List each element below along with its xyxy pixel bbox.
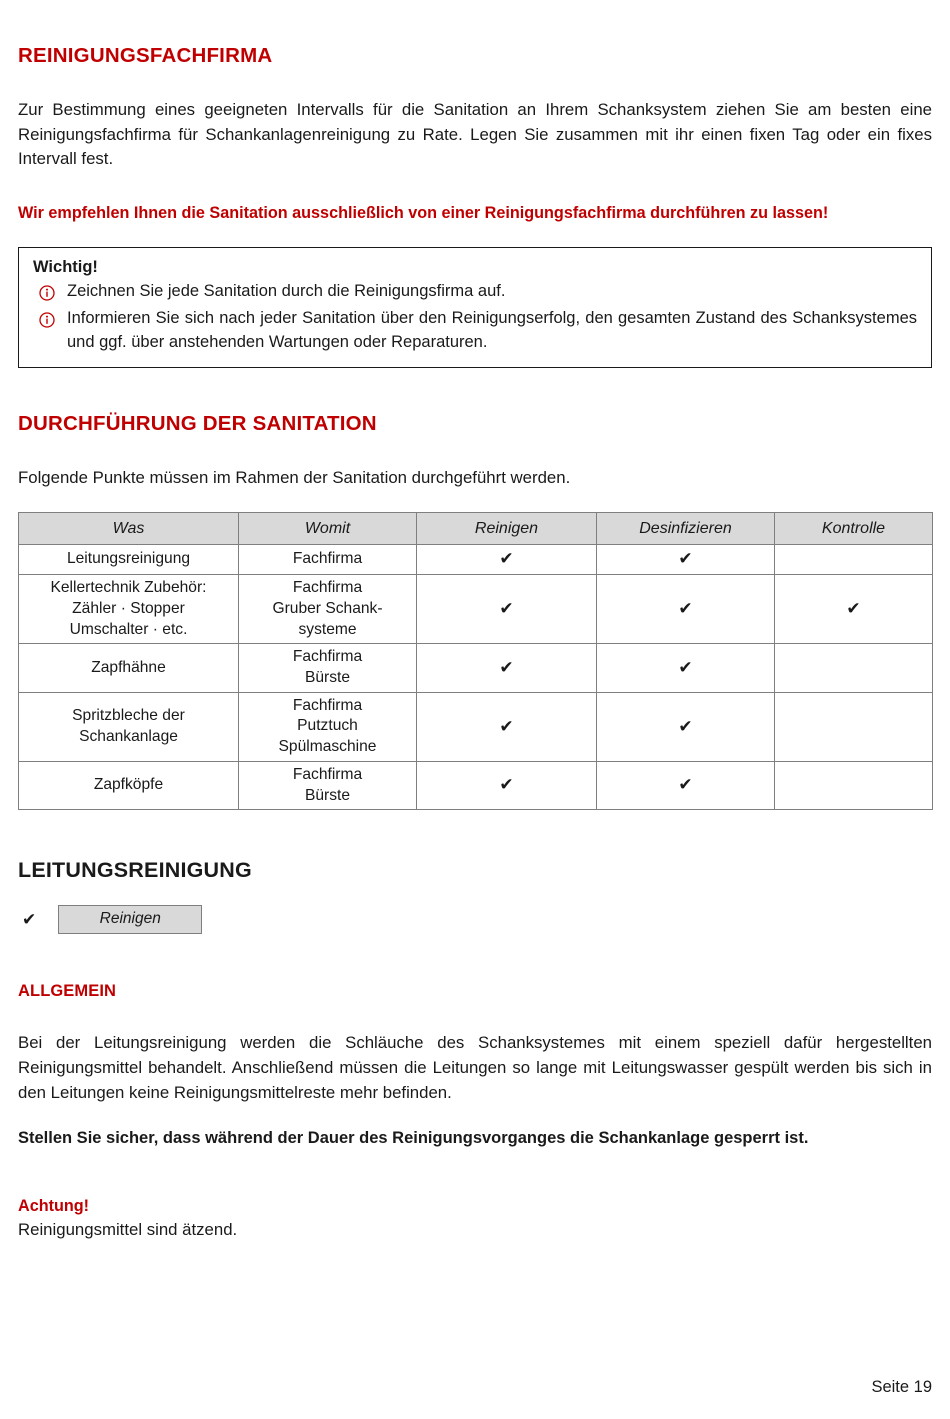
cell-kontrolle-check [775,761,933,809]
spacer [18,810,932,840]
warning-title: Achtung! [18,1197,90,1216]
warning-text: Reinigungsmittel sind ätzend. [18,1220,238,1240]
cell-reinigen-check: ✔ [417,761,597,809]
cell-kontrolle-check [775,692,933,761]
section-title-durchfuehrung: DURCHFÜHRUNG DER SANITATION [18,411,377,435]
table-row [19,545,933,575]
table-row [19,575,933,644]
cell-kontrolle-check [775,545,933,575]
cell-kontrolle-check [775,644,933,692]
reinigen-button[interactable]: Reinigen [58,905,202,934]
spacer [18,964,932,982]
note-item [33,307,917,355]
table-row [19,644,933,692]
cell-was: Zapfhähne [19,644,239,692]
cell-was: Kellertechnik Zubehör: Zähler · Stopper Umschalter · etc. [19,575,239,644]
spacer [18,840,932,858]
cell-desinfizieren-check: ✔ [597,545,775,575]
table-header-row [19,513,933,545]
info-icon [33,307,67,328]
cell-womit: Fachfirma Bürste [239,644,417,692]
important-note-box [18,247,932,368]
spacer [18,490,932,512]
important-title: Wichtig! [33,257,98,276]
spacer [18,398,932,412]
check-icon: ✔ [22,909,37,929]
cell-desinfizieren-check: ✔ [597,761,775,809]
intro-paragraph: Zur Bestimmung eines geeigneten Intervalls für die Sanitation an Ihrem Schanksystem ziehen Sie am besten eine Reinigungsfachfirma für Schankanlagenreinigung zu Rate. Legen Sie zusammen mit ihr einen fixen Tag oder ein fixes Intervall fest. [18,100,932,169]
spacer [18,225,932,247]
spacer [18,1181,932,1195]
table-row [19,761,933,809]
spacer [18,172,932,202]
cell-womit: Fachfirma Bürste [239,761,417,809]
table-row [19,692,933,761]
spacer [18,368,932,398]
cell-reinigen-check: ✔ [417,575,597,644]
recommendation-text: Wir empfehlen Ihnen die Sanitation ausschließlich von einer Reinigungsfachfirma durchführen zu lassen! [18,204,829,223]
note-item [33,280,917,304]
cell-reinigen-check: ✔ [417,692,597,761]
allgemein-paragraph: Bei der Leitungsreinigung werden die Schläuche des Schanksystemes mit einem speziell dafür hergestellten Reinigungsmittel behandelt. Anschließend müssen die Leitungen so lange mit Leitungswasser gespült werden bis sich in den Leitungen keine Reinigungsmittelreste mehr befinden. [18,1033,932,1102]
spacer [18,934,932,964]
cell-desinfizieren-check: ✔ [597,575,775,644]
spacer [18,1105,932,1127]
sanitation-table [18,512,933,810]
cell-womit: Fachfirma Putztuch Spülmaschine [239,692,417,761]
cell-reinigen-check: ✔ [417,644,597,692]
section-title-reinigungsfachfirma: REINIGUNGSFACHFIRMA [18,44,273,67]
reinigen-step-row [22,905,932,934]
spacer [18,436,932,466]
page-number: Seite 19 [871,1378,932,1396]
note-text: Informieren Sie sich nach jeder Sanitation über den Reinigungserfolg, den gesamten Zustand des Schanksystemes und ggf. über anstehenden Wartungen oder Reparaturen. [67,308,917,351]
section-title-allgemein: ALLGEMEIN [18,982,117,1001]
cell-womit: Fachfirma Gruber Schank- systeme [239,575,417,644]
cell-kontrolle-check: ✔ [775,575,933,644]
section-title-leitungsreinigung: LEITUNGSREINIGUNG [18,858,252,883]
column-header-was: Was [19,513,239,545]
cell-was: Zapfköpfe [19,761,239,809]
cell-desinfizieren-check: ✔ [597,644,775,692]
info-icon [33,280,67,301]
allgemein-bold-note: Stellen Sie sicher, dass während der Dauer des Reinigungsvorganges die Schankanlage gesperrt ist. [18,1129,809,1148]
cell-reinigen-check: ✔ [417,545,597,575]
cell-desinfizieren-check: ✔ [597,692,775,761]
spacer [18,883,932,905]
column-header-reinigen: Reinigen [417,513,597,545]
column-header-desinfizieren: Desinfizieren [597,513,775,545]
spacer [18,68,932,98]
column-header-womit: Womit [239,513,417,545]
note-text: Zeichnen Sie jede Sanitation durch die Reinigungsfirma auf. [67,281,506,300]
cell-was: Leitungsreinigung [19,545,239,575]
spacer [18,1151,932,1181]
cell-womit: Fachfirma [239,545,417,575]
cell-was: Spritzbleche der Schankanlage [19,692,239,761]
column-header-kontrolle: Kontrolle [775,513,933,545]
spacer [18,1001,932,1031]
sanitation-intro: Folgende Punkte müssen im Rahmen der Sanitation durchgeführt werden. [18,467,571,487]
